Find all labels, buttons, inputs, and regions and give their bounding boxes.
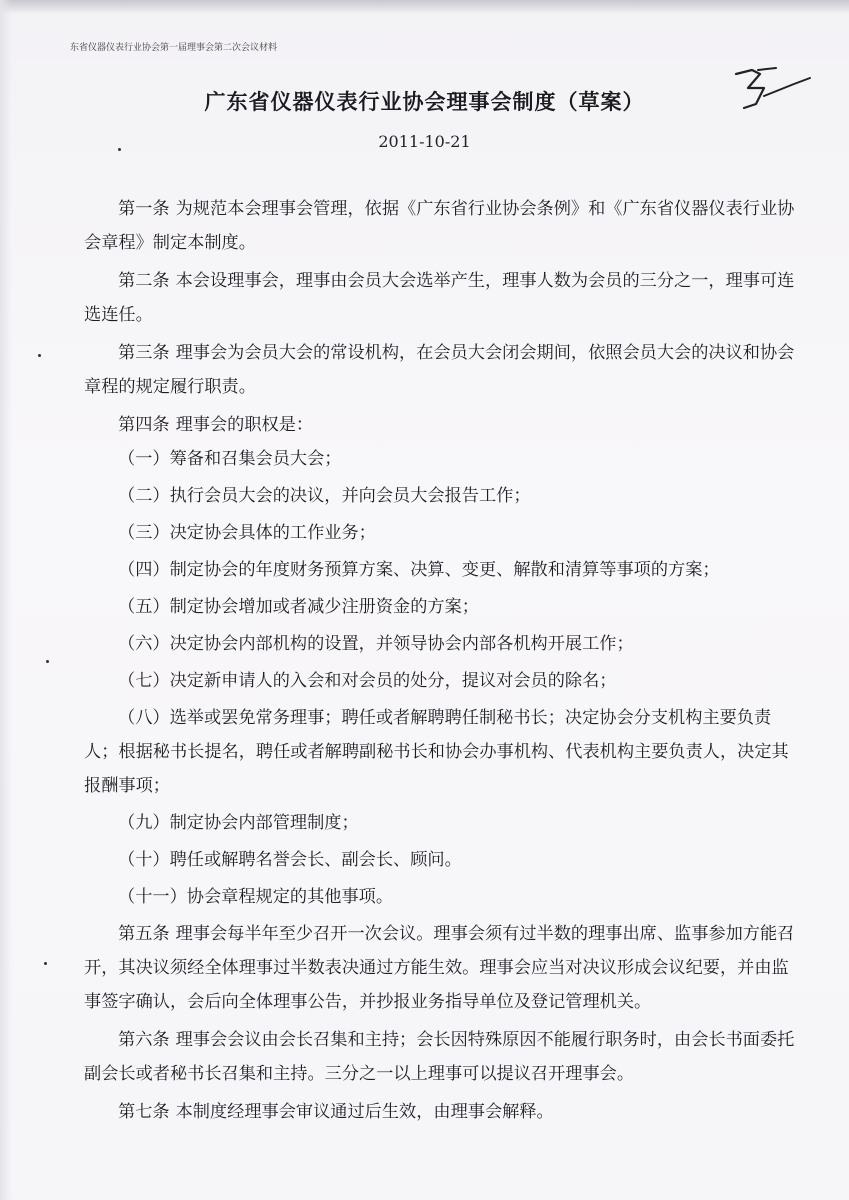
- article-5: 第五条 理事会每半年至少召开一次会议。理事会须有过半数的理事出席、监事参加方能召开，其决议须经全体理事过半数表决通过方能生效。理事会应当对决议形成会议纪要，并由监事签字确认，会后向全体理事公告，并抄报业务指导单位及登记管理机关。: [84, 924, 795, 1012]
- document-title: 广东省仪器仪表行业协会理事会制度（草案）: [204, 90, 645, 114]
- power-item: （四）制定协会的年度财务预算方案、决算、变更、解散和清算等事项的方案；: [118, 560, 720, 580]
- article-2: 第二条 本会设理事会，理事由会员大会选举产生，理事人数为会员的三分之一，理事可连选连任。: [84, 271, 795, 325]
- power-item: （一）筹备和召集会员大会；: [118, 449, 342, 469]
- power-item: （七）决定新申请人的入会和对会员的处分，提议对会员的除名；: [118, 671, 617, 691]
- article-7: 第七条 本制度经理事会审议通过后生效，由理事会解释。: [118, 1102, 554, 1122]
- scan-dot: [118, 148, 121, 151]
- scan-top-shadow: [0, 0, 849, 14]
- article-6: 第六条 理事会会议由会长召集和主持；会长因特殊原因不能履行职务时，由会长书面委托副会长或者秘书长召集和主持。三分之一以上理事可以提议召开理事会。: [84, 1030, 795, 1084]
- scan-dot: [38, 354, 41, 357]
- power-item: （十）聘任或解聘名誉会长、副会长、顾问。: [118, 850, 462, 870]
- scan-left-edge: [0, 0, 12, 1200]
- power-item: （六）决定协会内部机构的设置，并领导协会内部各机构开展工作；: [118, 634, 634, 654]
- power-item: （二）执行会员大会的决议，并向会员大会报告工作；: [118, 486, 531, 506]
- scan-dot: [46, 660, 49, 663]
- scan-dot: [44, 962, 47, 965]
- article-3: 第三条 理事会为会员大会的常设机构，在会员大会闭会期间，依照会员大会的决议和协会章程的规定履行职责。: [84, 343, 795, 397]
- power-item: （十一）协会章程规定的其他事项。: [118, 887, 394, 907]
- power-item: （五）制定协会增加或者减少注册资金的方案；: [118, 597, 479, 617]
- document-date: 2011-10-21: [378, 132, 471, 151]
- power-item: （三）决定协会具体的工作业务；: [118, 523, 376, 543]
- header-note: 东省仪器仪表行业协会第一届理事会第二次会议材料: [70, 43, 278, 53]
- article-1: 第一条 为规范本会理事会管理，依据《广东省行业协会条例》和《广东省仪器仪表行业协会章程》制定本制度。: [84, 199, 795, 253]
- document-body: [84, 192, 804, 1133]
- power-item: （八）选举或罢免常务理事；聘任或者解聘聘任制秘书长；决定协会分支机构主要负责人；根据秘书长提名，聘任或者解聘副秘书长和协会办事机构、代表机构主要负责人，决定其报酬事项；: [84, 708, 789, 796]
- power-item: （九）制定协会内部管理制度；: [118, 813, 359, 833]
- article-4: 第四条 理事会的职权是：: [118, 415, 314, 435]
